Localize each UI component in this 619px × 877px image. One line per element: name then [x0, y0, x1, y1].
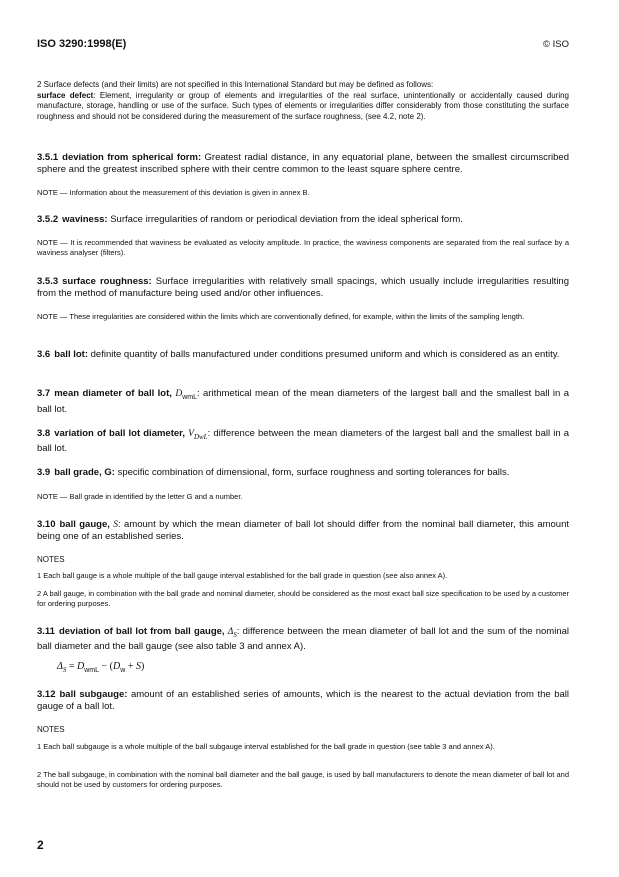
clause-term: waviness: — [62, 214, 108, 225]
copyright: © ISO — [542, 39, 569, 50]
note-3-12-2: 2 The ball subgauge, in combination with the nominal ball diameter and the ball gauge, is used by ball manufacturers to denote the mean diameter of ball lot and should not be used by customers for ordering purposes. — [37, 770, 569, 789]
clause-3-9 — [37, 467, 569, 479]
formula-d-sub: wmL — [84, 667, 100, 674]
clause-term: deviation of ball lot from ball gauge, — [58, 626, 225, 637]
clause-symbol-subscript: DwL — [193, 432, 208, 441]
formula-dw: D — [113, 661, 121, 672]
clause-3-6 — [37, 349, 569, 361]
clause-term: ball subgauge: — [59, 689, 128, 700]
formula-d: D — [77, 661, 85, 672]
clause-symbol: Δ — [227, 627, 234, 637]
clause-text: definite quantity of balls manufactured under conditions presumed uniform and which is considered as an entity. — [88, 349, 560, 360]
clause-3-5-2 — [37, 214, 569, 226]
notes-label: NOTES — [37, 725, 65, 734]
clause-number: 3.11 — [37, 626, 55, 637]
clause-symbol: D — [175, 389, 183, 399]
clause-3-10 — [37, 519, 569, 543]
clause-text: amount of an established series of amounts, which is the nearest to the actual deviation from the ball gauge of a ball lot. — [37, 689, 569, 712]
clause-term: deviation from spherical form: — [62, 152, 202, 163]
clause-symbol: S — [113, 520, 119, 530]
clause-term: mean diameter of ball lot, — [54, 388, 172, 399]
clause-symbol-subscript: S — [233, 630, 237, 639]
formula-dw-sub: w — [120, 667, 126, 674]
clause-3-8 — [37, 428, 569, 455]
note-3-5-3: NOTE — These irregularities are considered within the limits which are conventionally defined, for example, within the limits of the sampling length. — [37, 312, 525, 321]
clause-number: 3.12 — [37, 689, 56, 700]
formula-rest2: + — [125, 661, 136, 672]
note-2-intro: 2 Surface defects (and their limits) are not specified in this International Standard but may be defined as follows: — [37, 80, 434, 89]
clause-term: ball gauge, — [59, 519, 110, 530]
formula-rest3: ) — [140, 661, 145, 672]
clause-number: 3.7 — [37, 388, 51, 399]
clause-number: 3.5.3 — [37, 276, 59, 287]
note-3-10-1: 1 Each ball gauge is a whole multiple of the ball gauge interval established for the ball grade in question (see also annex A). — [37, 571, 448, 580]
notes-label: NOTES — [37, 555, 65, 564]
page-header — [37, 38, 569, 54]
clause-text: Surface irregularities of random or periodical deviation from the ideal spherical form. — [107, 214, 463, 225]
clause-number: 3.6 — [37, 349, 51, 360]
clause-text: : arithmetical mean of the mean diameters of the largest ball and the smallest ball in a ball lot. — [37, 388, 570, 415]
clause-3-7 — [37, 388, 569, 416]
clause-term: ball lot: — [54, 349, 88, 360]
standard-number: ISO 3290:1998(E) — [37, 38, 127, 50]
definition-term: surface defect — [37, 90, 94, 100]
clause-text: : amount by which the mean diameter of ball lot should differ from the nominal ball diameter, this amount being one of an established series. — [37, 519, 570, 542]
note-3-5-2: NOTE — It is recommended that waviness be evaluated as velocity amplitude. In practice, the waviness components are separated from the real surface by a waviness analyser (filters). — [37, 238, 569, 257]
note-3-12-1: 1 Each ball subgauge is a whole multiple of the ball subgauge interval established for the ball grade in question (see table 3 and annex A). — [37, 742, 495, 751]
note-3-9: NOTE — Ball grade in identified by the letter G and a number. — [37, 492, 243, 501]
clause-number: 3.8 — [37, 428, 51, 439]
clause-3-11 — [37, 626, 569, 653]
clause-number: 3.5.1 — [37, 152, 59, 163]
clause-text: : difference between the mean diameters of the largest ball and the smallest ball in a ball lot. — [37, 428, 570, 454]
clause-3-12 — [37, 689, 569, 713]
definition-text: : Element, irregularity or group of elements and irregularities of the real surface, unintentionally or accidentally caused during manufacture, storage, handling or use of the surface. Such types of elements or irregularities differ considerably from those constituting the surface roughness and should not be considered during the measurement of the surface roughness, (see 4.2, note 2). — [37, 90, 570, 121]
note-3-5-1: NOTE — Information about the measurement of this deviation is given in annex B. — [37, 188, 310, 197]
clause-number: 3.10 — [37, 519, 56, 530]
page-number: 2 — [37, 838, 44, 852]
clause-text: specific combination of dimensional, form, surface roughness and sorting tolerances for balls. — [114, 467, 510, 478]
clause-text: : difference between the mean diameter of ball lot and the sum of the nominal ball diameter and the ball gauge (see also table 3 and annex A). — [37, 626, 569, 652]
clause-text: Surface irregularities with relatively small spacings, which usually include irregularities resulting from the method of manufacture being used and/or other influences. — [37, 276, 569, 299]
note-3-10-2: 2 A ball gauge, in combination with the ball grade and nominal diameter, should be considered as the most exact ball size specification to be used by a customer for ordering purposes. — [37, 589, 569, 608]
clause-text: Greatest radial distance, in any equatorial plane, between the smallest circumscribed sphere and the greatest inscribed sphere with their centre common to the least square sphere centre. — [37, 152, 569, 175]
clause-term: ball grade, G: — [54, 467, 115, 478]
clause-term: surface roughness: — [62, 276, 152, 287]
formula-3-11 — [57, 661, 357, 674]
clause-symbol-subscript: wmL — [182, 393, 197, 401]
clause-3-5-1 — [37, 152, 569, 176]
surface-defect-note — [37, 80, 569, 122]
formula-lhs-sub: S — [62, 666, 67, 674]
clause-symbol: V — [188, 429, 194, 439]
clause-term: variation of ball lot diameter, — [54, 428, 185, 439]
surface-defect-definition — [37, 91, 569, 123]
formula-rest1: − ( — [99, 661, 114, 672]
clause-number: 3.9 — [37, 467, 51, 478]
formula-s: S — [135, 661, 141, 672]
formula-lhs: Δ — [57, 661, 63, 672]
clause-number: 3.5.2 — [37, 214, 59, 225]
clause-3-5-3 — [37, 276, 569, 300]
formula-eq: = — [66, 661, 78, 672]
